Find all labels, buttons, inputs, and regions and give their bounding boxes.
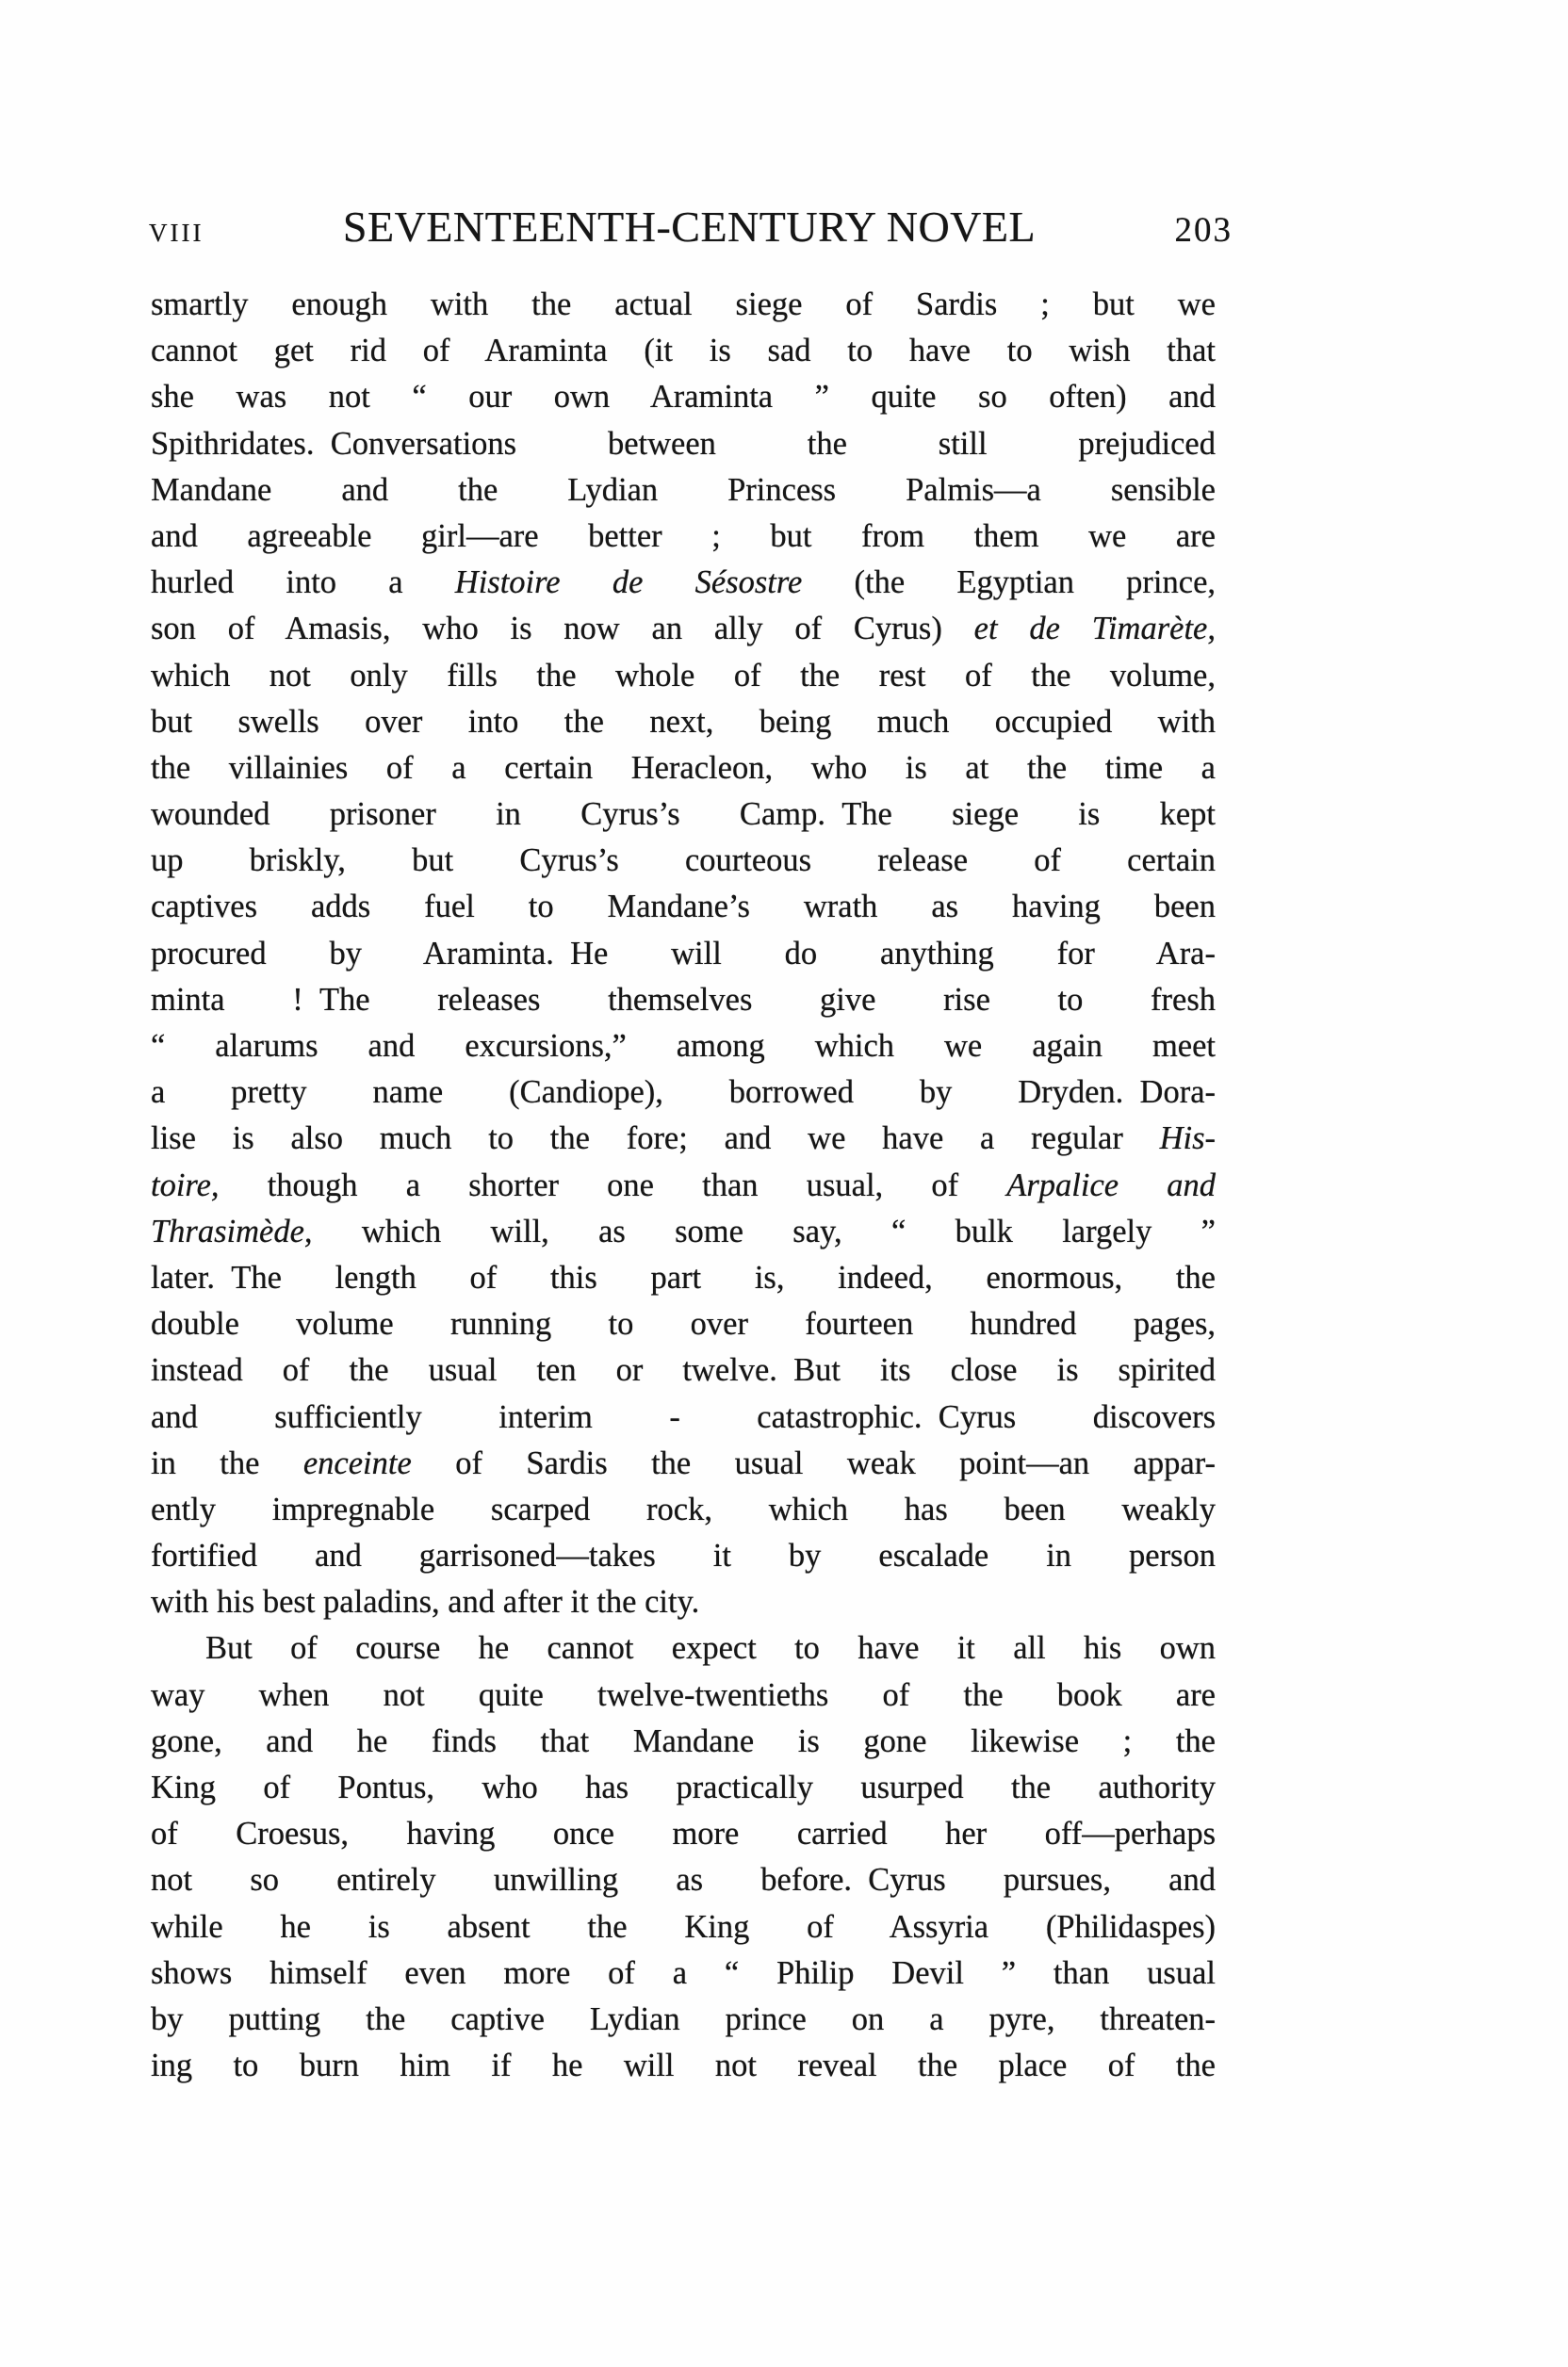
text-segment: Spithridates. Conversations between the still prejudiced (151, 425, 1216, 462)
italic-text-segment: Histoire de Sésostre (454, 564, 803, 601)
text-segment: ently impregnable scarped rock, which has been weakly (151, 1491, 1216, 1527)
italic-text-segment: Thrasimède, (151, 1213, 313, 1249)
text-segment: way when not quite twelve-twentieths of the book are (151, 1676, 1216, 1713)
text-segment: a pretty name (Candiope), borrowed by Dryden. Dora- (151, 1074, 1216, 1111)
italic-text-segment: enceinte (302, 1445, 412, 1481)
italic-text-segment: Arpalice and (1006, 1167, 1217, 1203)
chapter-number: VIII (149, 219, 204, 247)
text-segment: cannot get rid of Araminta (it is sad to have to wish that (151, 333, 1216, 369)
text-segment: But of course he cannot expect to have it all his own (205, 1630, 1216, 1667)
text-line (151, 328, 1216, 374)
text-line (151, 1625, 1216, 1672)
running-title: SEVENTEENTH-CENTURY NOVEL (342, 203, 1037, 251)
text-segment: smartly enough with the actual siege of Sardis ; but we (151, 286, 1216, 322)
text-segment: Mandane and the Lydian Princess Palmis—a sensible (151, 471, 1216, 508)
text-line (151, 1255, 1216, 1301)
text-segment: (the Egyptian prince, (802, 564, 1217, 601)
text-line (151, 931, 1216, 977)
text-line (151, 1857, 1216, 1903)
text-line (151, 606, 1216, 652)
text-segment: ing to burn him if he will not reveal the place of the (151, 2048, 1216, 2084)
text-line (151, 977, 1216, 1023)
text-segment: hurled into a (151, 564, 455, 601)
text-segment: captives adds fuel to Mandane’s wrath as having been (151, 889, 1216, 925)
text-line (151, 699, 1216, 745)
text-line (151, 1395, 1216, 1441)
text-line (151, 1441, 1216, 1487)
text-line (151, 282, 1216, 328)
text-segment: procured by Araminta. He will do anything for Ara- (151, 935, 1216, 971)
text-line (151, 1765, 1216, 1811)
page-number: 203 (1174, 211, 1233, 250)
text-line (151, 1811, 1216, 1857)
text-line (151, 1163, 1216, 1209)
text-segment: and sufficiently interim - catastrophic. Cyrus discovers (151, 1398, 1216, 1435)
text-segment: the villainies of a certain Heracleon, who is at the time a (151, 749, 1216, 786)
text-line (151, 1673, 1216, 1719)
italic-text-segment: et de Timarète, (973, 611, 1216, 647)
text-segment: of Sardis the usual weak point—an appar- (411, 1445, 1216, 1481)
text-segment: later. The length of this part is, indeed, enormous, the (151, 1259, 1216, 1296)
text-segment: minta ! The releases themselves give rise to fresh (151, 981, 1216, 1018)
text-line (151, 1347, 1216, 1394)
text-line (151, 1116, 1216, 1162)
text-line (151, 560, 1216, 606)
text-line (151, 514, 1216, 560)
text-line (151, 884, 1216, 930)
text-segment: which not only fills the whole of the rest of the volume, (151, 657, 1216, 694)
text-line (151, 2043, 1216, 2089)
text-line (151, 1301, 1216, 1347)
page-body (151, 282, 1216, 2089)
text-segment: fortified and garrisoned—takes it by escalade in person (151, 1538, 1216, 1575)
text-line (151, 1719, 1216, 1765)
text-line (151, 1487, 1216, 1533)
text-segment: “ alarums and excursions,” among which we again meet (151, 1028, 1216, 1064)
text-segment: which will, as some say, “ bulk largely ” (312, 1213, 1216, 1249)
italic-text-segment: His- (1159, 1120, 1216, 1157)
text-line (151, 1069, 1216, 1116)
text-segment: though a shorter one than usual, of (219, 1167, 1007, 1203)
text-segment: gone, and he finds that Mandane is gone likewise ; the (151, 1722, 1216, 1759)
text-segment: by putting the captive Lydian prince on a pyre, threaten- (151, 2000, 1216, 2037)
text-line (151, 1579, 1216, 1625)
text-line (151, 745, 1216, 792)
text-segment: wounded prisoner in Cyrus’s Camp. The siege is kept (151, 796, 1216, 833)
text-line (151, 1997, 1216, 2043)
text-segment: in the (151, 1445, 303, 1481)
text-segment: up briskly, but Cyrus’s courteous release of certain (151, 842, 1216, 879)
text-segment: while he is absent the King of Assyria (Philidaspes) (151, 1908, 1216, 1945)
text-line (151, 1209, 1216, 1255)
text-line (151, 792, 1216, 838)
italic-text-segment: toire, (151, 1167, 220, 1203)
text-line (151, 374, 1216, 420)
text-line (151, 467, 1216, 514)
text-line (151, 1023, 1216, 1069)
text-segment: and agreeable girl—are better ; but from them we are (151, 517, 1216, 554)
text-segment: she was not “ our own Araminta ” quite so often) and (151, 379, 1216, 416)
running-head (149, 202, 1233, 252)
text-line (151, 838, 1216, 884)
text-line (151, 421, 1216, 467)
text-segment: with his best paladins, and after it the city. (151, 1584, 700, 1621)
text-line (151, 1904, 1216, 1951)
text-segment: son of Amasis, who is now an ally of Cyrus) (151, 611, 974, 647)
text-segment: instead of the usual ten or twelve. But its close is spirited (151, 1352, 1216, 1389)
text-segment: not so entirely unwilling as before. Cyrus pursues, and (151, 1862, 1216, 1899)
text-segment: double volume running to over fourteen hundred pages, (151, 1306, 1216, 1343)
text-segment: lise is also much to the fore; and we have a regular (151, 1120, 1160, 1157)
text-line (151, 1533, 1216, 1579)
text-segment: but swells over into the next, being much occupied with (151, 703, 1216, 740)
text-line (151, 653, 1216, 699)
text-segment: shows himself even more of a “ Philip Devil ” than usual (151, 1954, 1216, 1991)
text-segment: King of Pontus, who has practically usurped the authority (151, 1770, 1216, 1805)
text-line (151, 1951, 1216, 1997)
text-segment: of Croesus, having once more carried her off—perhaps (151, 1816, 1216, 1853)
